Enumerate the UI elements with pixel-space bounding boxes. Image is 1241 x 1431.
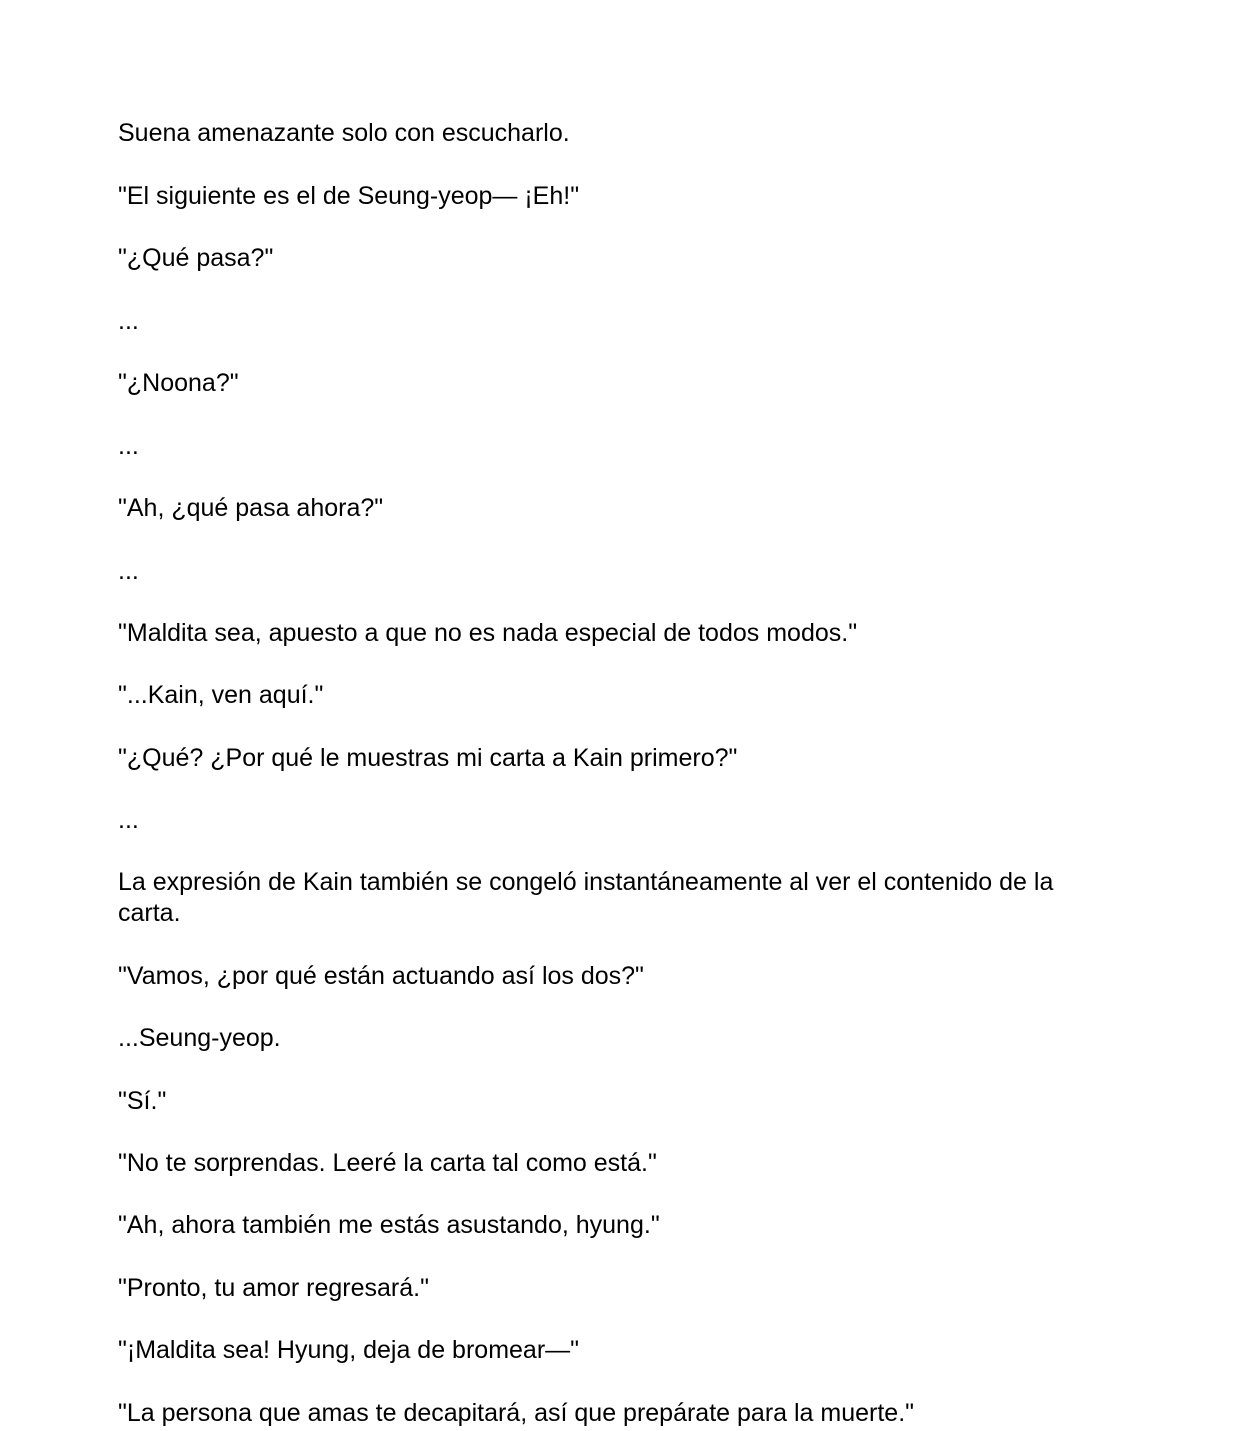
paragraph: La expresión de Kain también se congeló instantáneamente al ver el contenido de la carta.	[118, 868, 1054, 927]
paragraph: "El siguiente es el de Seung-yeop— ¡Eh!"	[118, 182, 580, 210]
paragraph: "Vamos, ¿por qué están actuando así los dos?"	[118, 962, 644, 990]
paragraph: ...Seung-yeop.	[118, 1024, 281, 1052]
paragraph: "¿Qué? ¿Por qué le muestras mi carta a Kain primero?"	[118, 744, 738, 772]
paragraph: "Sí."	[118, 1087, 167, 1115]
paragraph: "Ah, ahora también me estás asustando, hyung."	[118, 1211, 660, 1239]
paragraph: ...	[118, 432, 139, 460]
paragraph: Suena amenazante solo con escucharlo.	[118, 119, 570, 147]
paragraph: "No te sorprendas. Leeré la carta tal como está."	[118, 1149, 657, 1177]
paragraph: "Pronto, tu amor regresará."	[118, 1274, 429, 1302]
paragraph: "La persona que amas te decapitará, así que prepárate para la muerte."	[118, 1399, 915, 1427]
paragraph: "¡Maldita sea! Hyung, deja de bromear—"	[118, 1336, 580, 1364]
paragraph: "...Kain, ven aquí."	[118, 681, 324, 709]
paragraph: ...	[118, 806, 139, 834]
paragraph: "¿Noona?"	[118, 369, 239, 397]
paragraph: "Maldita sea, apuesto a que no es nada especial de todos modos."	[118, 619, 858, 647]
paragraph: "¿Qué pasa?"	[118, 244, 274, 272]
paragraph: ...	[118, 307, 139, 335]
paragraph: "Ah, ¿qué pasa ahora?"	[118, 494, 384, 522]
paragraph: ...	[118, 557, 139, 585]
